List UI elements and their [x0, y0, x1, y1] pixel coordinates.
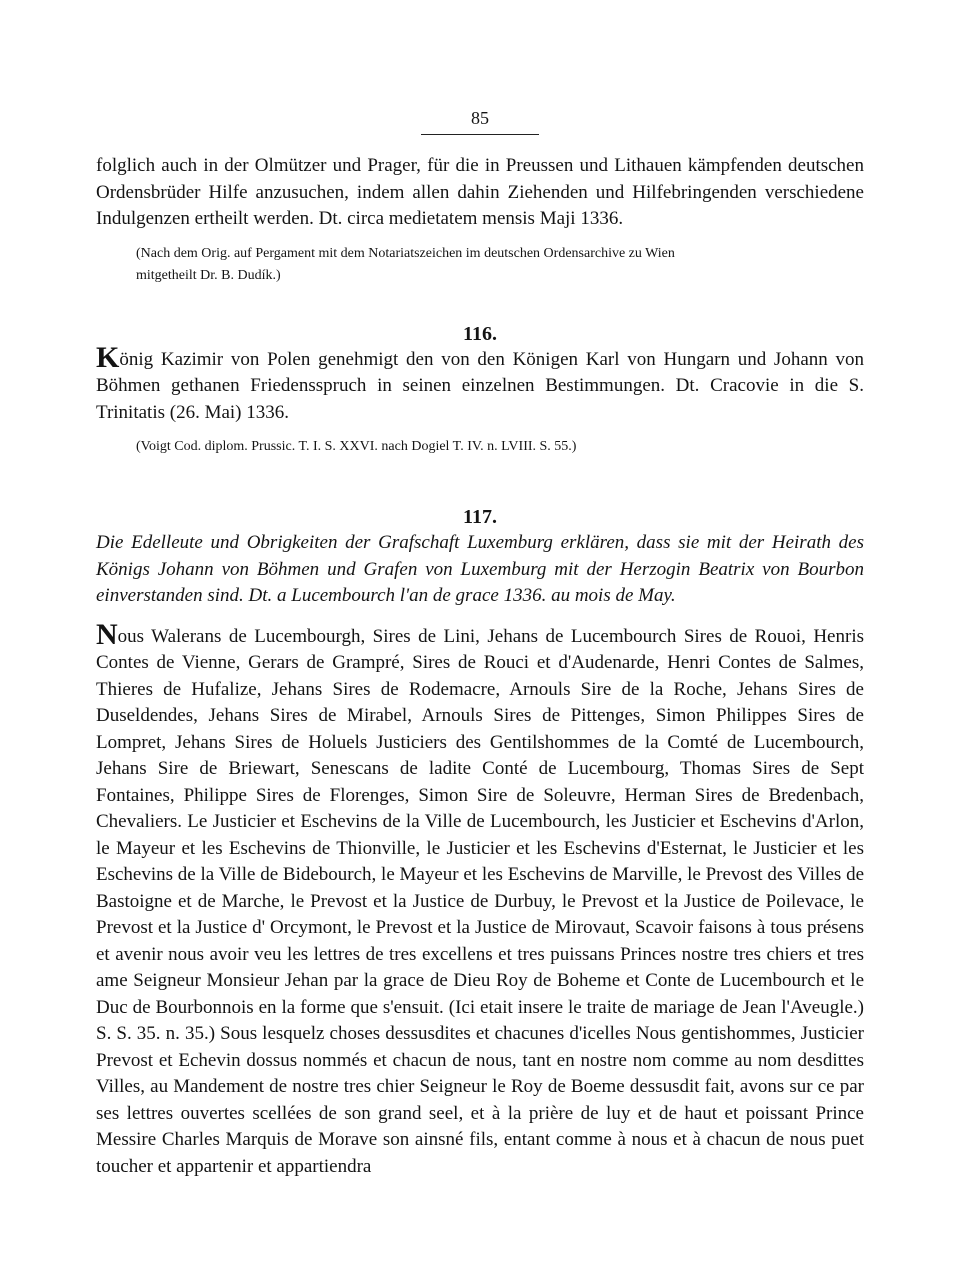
document-117-text — [96, 617, 864, 1181]
document-116-text — [96, 340, 864, 427]
document-117-initial: N — [96, 617, 118, 651]
document-116 — [96, 321, 864, 459]
document-116-body: önig Kazimir von Polen genehmigt den von den Königen Karl von Hungarn und Johann von Böhmen gethanen Friedensspruch in seinen einzelnen Bestimmungen. Dt. Cracovie in die S. Trinitatis (26. Mai) 1336. — [96, 348, 864, 423]
document-117-summary: Die Edelleute und Obrigkeiten der Grafschaft Luxemburg erklären, dass sie mit der Heirath des Königs Johann von Böhmen und Grafen von Luxemburg mit der Herzogin Beatrix von Bourbon einverstanden sind. Dt. a Lucembourch l'an de grace 1336. au mois de May. — [96, 532, 864, 606]
intro-source-note-line1: (Nach dem Orig. auf Pergament mit dem Notariatszeichen im deutschen Ordensarchive zu Wien — [136, 245, 675, 261]
header-rule — [421, 134, 539, 135]
page-number: 85 — [471, 108, 489, 128]
document-number-116: 116. — [463, 322, 497, 345]
document-116-source-note: (Voigt Cod. diplom. Prussic. T. I. S. XXVI. nach Dogiel T. IV. n. LVIII. S. 55.) — [136, 439, 577, 454]
document-117-body: ous Walerans de Lucembourgh, Sires de Lini, Jehans de Lucembourch Sires de Rouoi, Henris Contes de Vienne, Gerars de Grampré, Sires de Rouci et d'Audenarde, Henri Contes de Salmes, Thieres de Hufalize, Jehans Sires de Rodemacre, Arnouls Sire de la Roche, Jehans Sires de Duseldendes, Jehans Sires de Mirabel, Arnouls Sires de Pittenges, Simon Philippes Sires de Lompret, Jehans Sires de Holuels Justiciers des Gentilshommes de la Comté de Lucembourch, Jehans Sire de Briewart, Senescans de ladite Conté de Lucembourg, Thomas Sires de Sept Fontaines, Philippe Sires de Florenges, Simon Sire de Soleuvre, Herman Sires de Bredenbach, Chevaliers. Le Justicier et Eschevins de la Ville de Lucembourch, les Justicier et Eschevins d'Arlon, le Mayeur et les Eschevins de Thionville, le Justicier et les Eschevins d'Esternat, le Justicier et les Eschevins de la Ville de Bidebourch, le Mayeur et les Eschevins de Marville, le Prevost des Villes de Bastoigne et de Marche, le Prevost et la Justice de Durbuy, le Prevost et la Justice de Poilevace, le Prevost et la Justice d' Orcymont, le Prevost et la Justice de Mirovaut, Scavoir faisons à tous présens et avenir nous avoir veu les lettres de tres excellens et tres puissans Princes nostre tres chiers et tres ame Seigneur Monsieur Jehan par la grace de Dieu Roy de Boheme et Conte de Lucembourch et le Duc de Bourbonnois en la forme que s'ensuit. (Ici etait insere le traite de mariage de Jean l'Aveugle.) S. S. 35. n. 35.) Sous lesquelz choses dessusdites et chacunes d'icelles Nous gentishommes, Justicier Prevost et Echevin dossus nommés et chacun de nous, tant en nostre nom comme au nom desdittes Villes, au Mandement de nostre tres chier Seigneur le Roy de Boeme dessusdit fait, avons sur ce par ses lettres ouvertes scellées de son grand seel, et à la prière de luy et de haut et poissant Prince Messire Charles Marquis de Morave son ainsné fils, entant comme à nous et à chacun de nous puet toucher et appartenir et appartiendra — [96, 625, 864, 1177]
document-117 — [96, 504, 864, 1180]
document-116-initial: K — [96, 340, 120, 374]
document-number-117: 117. — [463, 506, 497, 528]
intro-paragraph: folglich auch in der Olmützer und Prager, für die in Preussen und Lithauen kämpfenden deutschen Ordensbrüder Hilfe anzusuchen, indem allen dahin Ziehenden und Hilfebringenden verschiedene Indulgenzen ertheilt werden. Dt. circa medietatem mensis Maji 1336. — [96, 155, 864, 229]
intro-source-note — [96, 243, 864, 287]
intro-source-note-line2: mitgetheilt Dr. B. Dudík.) — [136, 267, 281, 283]
document-page — [96, 96, 864, 1180]
